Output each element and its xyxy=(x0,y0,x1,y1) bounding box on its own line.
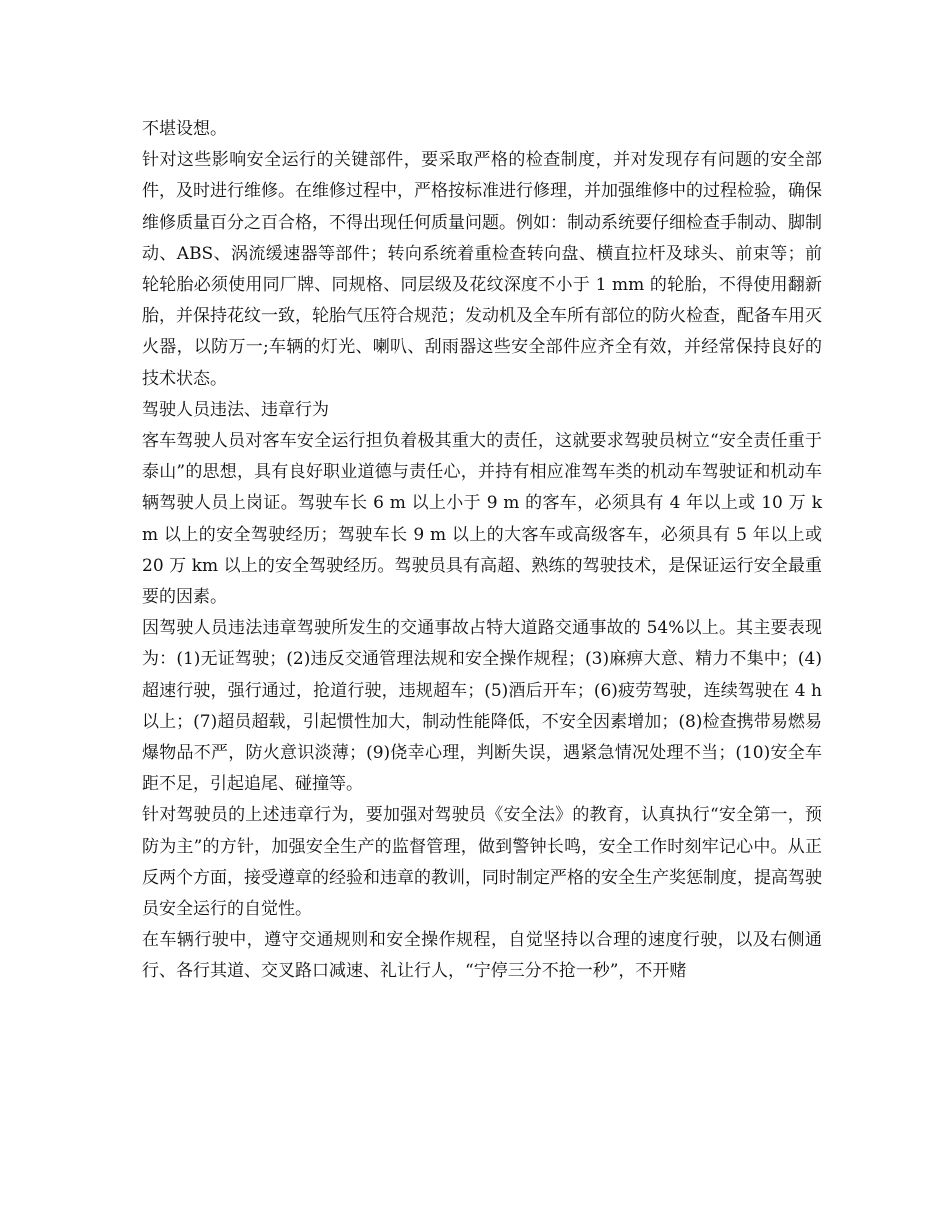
paragraph-driver-responsibility: 客车驾驶人员对客车安全运行担负着极其重大的责任，这就要求驾驶员树立“安全责任重于泰山”的思想，具有良好职业道德与责任心，并持有相应准驾车类的机动车驾驶证和机动车辆驾驶人员上岗证。驾驶车长 6 m 以上小于 9 m 的客车，必须具有 4 年以上或 10 万 km 以上的安全驾驶经历；驾驶车长 9 m 以上的大客车或高级客车，必须具有 5 年以上或 20 万 km 以上的安全驾驶经历。驾驶员具有高超、熟练的驾驶技术，是保证运行安全最重要的因素。 xyxy=(142,431,822,608)
paragraph-intro-ending: 不堪设想。 xyxy=(142,119,227,139)
paragraph-driving-rules: 在车辆行驶中，遵守交通规则和安全操作规程，自觉坚持以合理的速度行驶，以及右侧通行、各行其道、交叉路口减速、礼让行人，“宁停三分不抢一秒”，不开赌 xyxy=(142,930,822,982)
paragraph-violation-statistics: 因驾驶人员违法违章驾驶所发生的交通事故占特大道路交通事故的 54%以上。其主要表现为：(1)无证驾驶；(2)违反交通管理法规和安全操作规程；(3)麻痹大意、精力不集中；(4)超速行驶，强行通过，抢道行驶，违规超车；(5)酒后开车；(6)疲劳驾驶，连续驾驶在 4 h 以上；(7)超员超载，引起惯性加大，制动性能降低，不安全因素增加；(8)检查携带易燃易爆物品不严，防火意识淡薄；(9)侥幸心理，判断失误，遇紧急情况处理不当；(10)安全车距不足，引起追尾、碰撞等。 xyxy=(142,618,822,795)
document-page xyxy=(142,114,822,988)
paragraph-safety-education: 针对驾驶员的上述违章行为，要加强对驾驶员《安全法》的教育，认真执行“安全第一，预防为主”的方针，加强安全生产的监督管理，做到警钟长鸣，安全工作时刻牢记心中。从正反两个方面，接受遵章的经验和违章的教训，同时制定严格的安全生产奖惩制度，提高驾驶员安全运行的自觉性。 xyxy=(142,805,822,920)
section-heading-driver-violations: 驾驶人员违法、违章行为 xyxy=(142,399,329,420)
paragraph-key-parts-inspection: 针对这些影响安全运行的关键部件，要采取严格的检查制度，并对发现存有问题的安全部件，及时进行维修。在维修过程中，严格按标准进行修理，并加强维修中的过程检验，确保维修质量百分之百合格，不得出现任何质量问题。例如：制动系统要仔细检查手制动、脚制动、ABS、涡流缓速器等部件；转向系统着重检查转向盘、横直拉杆及球头、前束等；前轮轮胎必须使用同厂牌、同规格、同层级及花纹深度不小于 1 mm 的轮胎，不得使用翻新胎，并保持花纹一致，轮胎气压符合规范；发动机及全车所有部位的防火检查，配备车用灭火器，以防万一;车辆的灯光、喇叭、刮雨器这些安全部件应齐全有效，并经常保持良好的技术状态。 xyxy=(142,150,822,389)
